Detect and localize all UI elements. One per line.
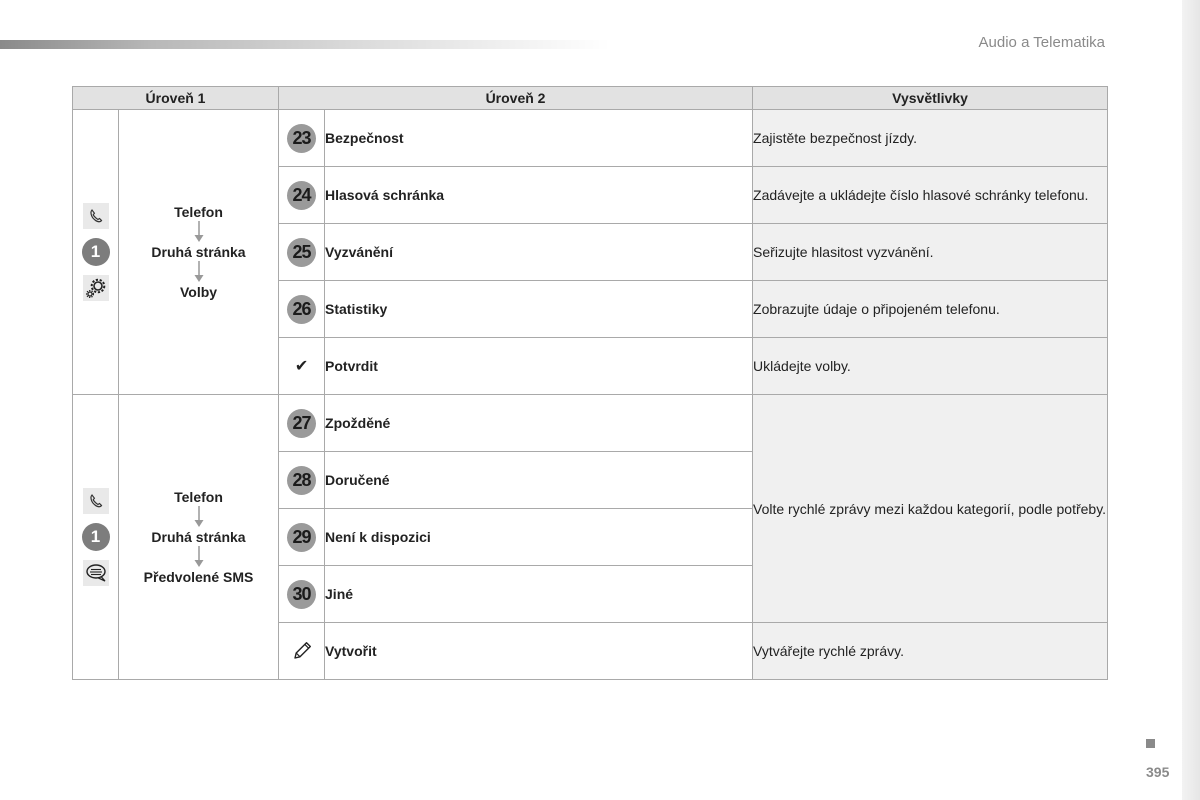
path-item: Druhá stránka (151, 244, 246, 260)
table-row (73, 395, 1108, 452)
down-arrow-icon (193, 220, 205, 244)
row-label: Bezpečnost (325, 110, 753, 167)
path-item: Volby (179, 284, 218, 300)
phone-icon (83, 203, 109, 229)
row-label: Vytvořit (325, 623, 753, 680)
number-badge-icon: 27 (287, 409, 316, 438)
path-item: Telefon (174, 489, 223, 505)
path-item: Telefon (174, 204, 223, 220)
level1-icons (73, 395, 119, 680)
row-description: Zadávejte a ukládejte číslo hlasové schránky telefonu. (753, 167, 1108, 224)
header-level-2: Úroveň 2 (279, 87, 753, 110)
sms-bubble-icon (83, 560, 109, 586)
down-arrow-icon (193, 260, 205, 284)
row-label: Vyzvánění (325, 224, 753, 281)
page-edge-strip (1182, 0, 1200, 800)
path-item: Předvolené SMS (143, 569, 254, 585)
check-icon: ✔ (294, 358, 309, 375)
level1-path (119, 110, 279, 395)
header-decor-bar (0, 40, 610, 49)
row-label: Jiné (325, 566, 753, 623)
row-description: Ukládejte volby. (753, 338, 1108, 395)
number-badge-icon: 25 (287, 238, 316, 267)
row-description: Vytvářejte rychlé zprávy. (753, 623, 1108, 680)
level1-path (119, 395, 279, 680)
table-header-row (73, 87, 1108, 110)
number-badge-icon: 29 (287, 523, 316, 552)
row-label: Zpožděné (325, 395, 753, 452)
number-badge-icon: 23 (287, 124, 316, 153)
section-title: Audio a Telematika (978, 34, 1105, 51)
number-one-icon: 1 (82, 523, 110, 551)
number-badge-icon: 28 (287, 466, 316, 495)
header-explanations: Vysvětlivky (753, 87, 1108, 110)
row-label: Statistiky (325, 281, 753, 338)
header-level-1: Úroveň 1 (73, 87, 279, 110)
pencil-icon (290, 638, 314, 662)
number-one-icon: 1 (82, 238, 110, 266)
path-item: Druhá stránka (151, 529, 246, 545)
menu-table (72, 86, 1108, 680)
down-arrow-icon (193, 545, 205, 569)
row-description: Zobrazujte údaje o připojeném telefonu. (753, 281, 1108, 338)
number-badge-icon: 26 (287, 295, 316, 324)
settings-gear-icon (83, 275, 109, 301)
table-row (73, 110, 1108, 167)
level1-icons (73, 110, 119, 395)
row-description: Zajistěte bezpečnost jízdy. (753, 110, 1108, 167)
down-arrow-icon (193, 505, 205, 529)
number-badge-icon: 24 (287, 181, 316, 210)
number-badge-icon: 30 (287, 580, 316, 609)
phone-icon (83, 488, 109, 514)
row-description: Volte rychlé zprávy mezi každou kategorií, podle potřeby. (753, 395, 1108, 623)
page-number: 395 (1146, 764, 1170, 780)
row-label: Doručené (325, 452, 753, 509)
row-label: Není k dispozici (325, 509, 753, 566)
row-description: Seřizujte hlasitost vyzvánění. (753, 224, 1108, 281)
page-marker (1146, 739, 1155, 748)
row-label: Hlasová schránka (325, 167, 753, 224)
row-label: Potvrdit (325, 338, 753, 395)
